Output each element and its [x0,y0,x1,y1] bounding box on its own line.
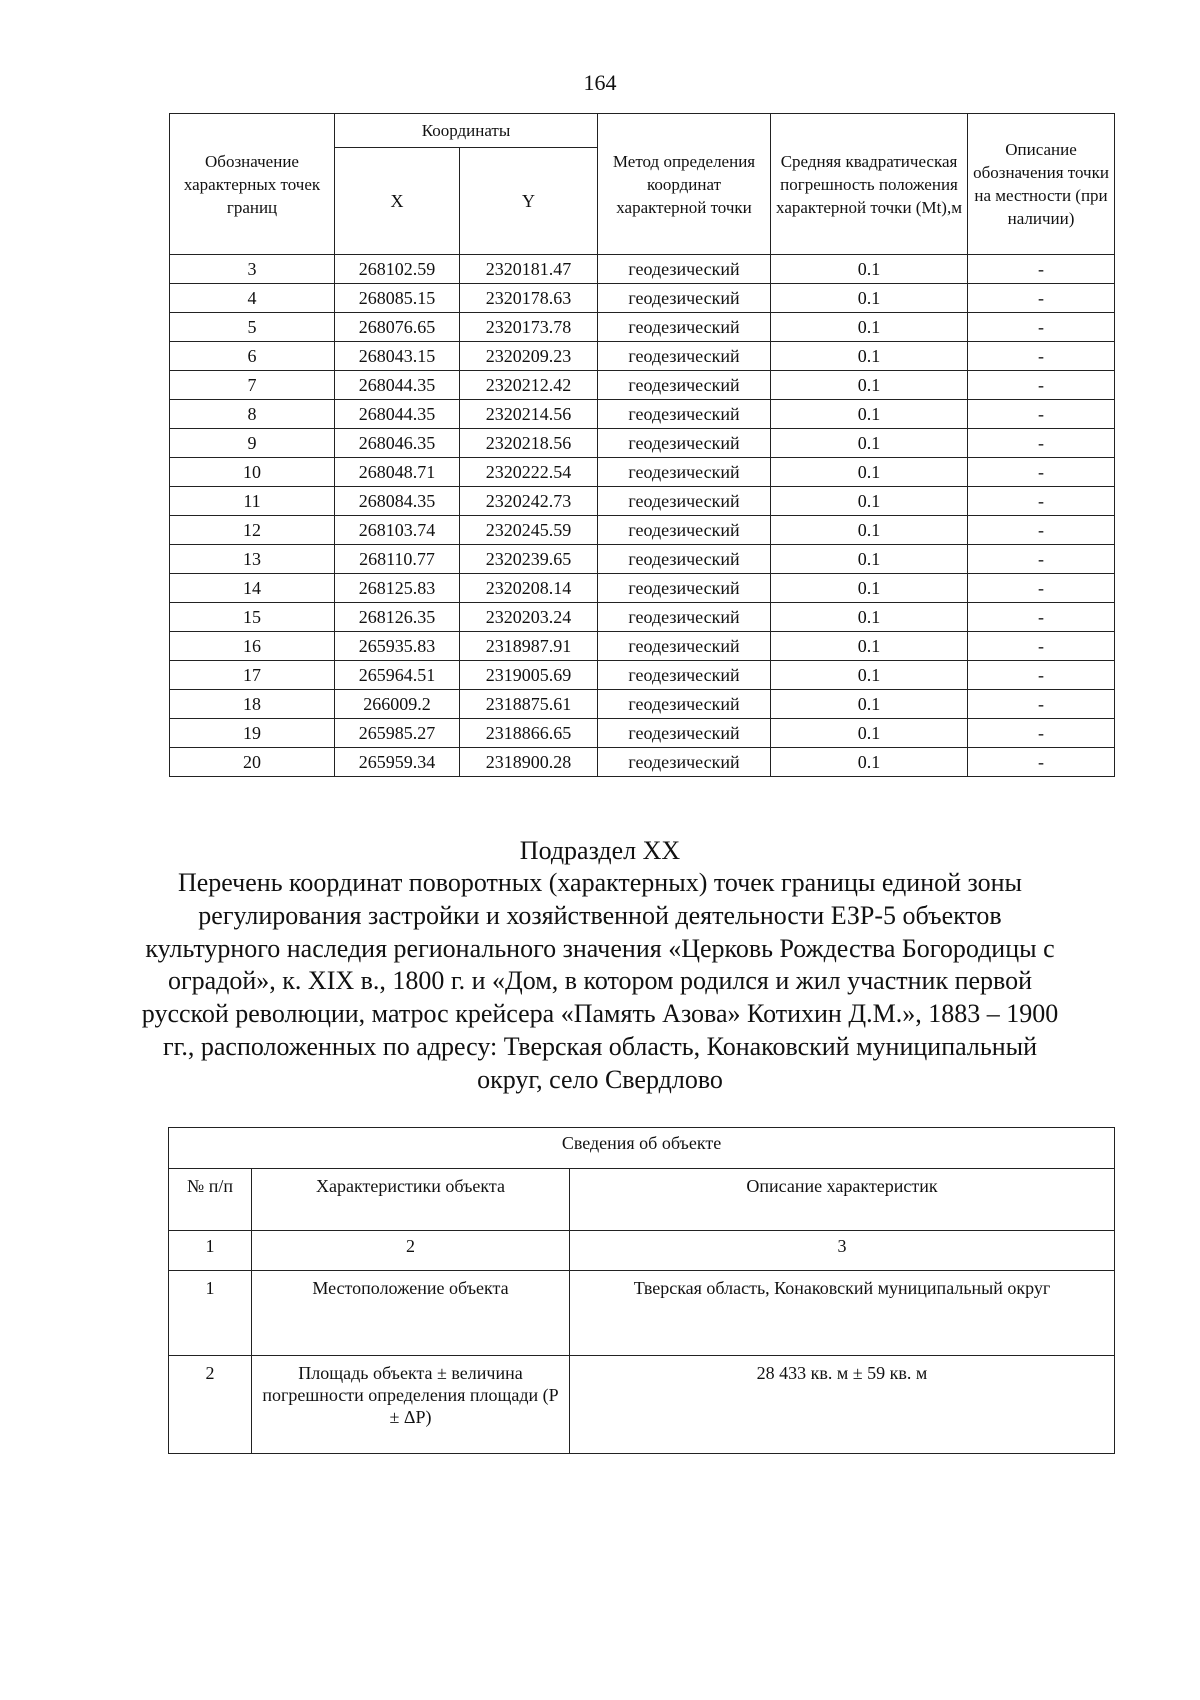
cell-point: 5 [170,313,335,342]
cell-y: 2318866.65 [460,719,598,748]
cell-description: - [968,313,1115,342]
subsection-title: Перечень координат поворотных (характерных) точек границы единой зоны регулирования застройки и хозяйственной деятельности ЕЗР-5 объектов культурного наследия регионального значения «Церковь Рождества Богородицы с оградой», к. XIX в., 1800 г. и «Дом, в котором родился и жил участник первой русской революции, матрос крейсера «Память Азова» Котихин Д.М.», 1883 – 1900 гг., расположенных по адресу: Тверская область, Конаковский муниципальный округ, село Свердлово [141,868,1059,1094]
cell-x: 268126.35 [335,603,460,632]
header-characteristic-description: Описание характеристик [570,1169,1115,1231]
cell-point: 13 [170,545,335,574]
table-row [169,1271,1115,1356]
table-row [170,313,1115,342]
cell-y: 2318987.91 [460,632,598,661]
cell-x: 265935.83 [335,632,460,661]
cell-point: 16 [170,632,335,661]
cell-point: 15 [170,603,335,632]
page-number: 164 [583,70,617,95]
cell-method: геодезический [598,313,771,342]
cell-method: геодезический [598,284,771,313]
cell-error: 0.1 [771,545,968,574]
cell-error: 0.1 [771,255,968,284]
header-y: Y [460,148,598,255]
cell-error: 0.1 [771,574,968,603]
subsection-heading: Подраздел XX [519,836,681,865]
cell-description: - [968,429,1115,458]
header-coordinates: Координаты [335,114,598,148]
cell-description: - [968,516,1115,545]
table-row [170,487,1115,516]
cell-method: геодезический [598,458,771,487]
cell-y: 2320212.42 [460,371,598,400]
cell-description: - [968,284,1115,313]
table-row [170,400,1115,429]
table-row [170,429,1115,458]
cell-description: - [968,574,1115,603]
cell-error: 0.1 [771,661,968,690]
row-num: 1 [169,1271,252,1356]
table-row [170,632,1115,661]
cell-method: геодезический [598,603,771,632]
table-row [170,603,1115,632]
cell-point: 11 [170,487,335,516]
cell-y: 2320218.56 [460,429,598,458]
cell-y: 2320178.63 [460,284,598,313]
cell-description: - [968,458,1115,487]
cell-error: 0.1 [771,487,968,516]
cell-error: 0.1 [771,458,968,487]
cell-method: геодезический [598,574,771,603]
cell-error: 0.1 [771,690,968,719]
header-num: № п/п [169,1169,252,1231]
cell-point: 18 [170,690,335,719]
cell-method: геодезический [598,255,771,284]
coordinates-table [169,113,1115,777]
cell-description: - [968,661,1115,690]
cell-x: 268125.83 [335,574,460,603]
header-mean-error: Средняя квадратическая погрешность положения характерной точки (Mt),м [771,114,968,255]
cell-y: 2318875.61 [460,690,598,719]
table-row [170,371,1115,400]
cell-error: 0.1 [771,429,968,458]
cell-description: - [968,255,1115,284]
cell-error: 0.1 [771,371,968,400]
row-description: Тверская область, Конаковский муниципальный округ [570,1271,1115,1356]
table-row [169,1356,1115,1454]
cell-method: геодезический [598,400,771,429]
cell-description: - [968,632,1115,661]
header-method: Метод определения координат характерной точки [598,114,771,255]
object-info-title: Сведения об объекте [169,1128,1115,1169]
cell-error: 0.1 [771,284,968,313]
cell-y: 2320181.47 [460,255,598,284]
cell-point: 4 [170,284,335,313]
cell-x: 268084.35 [335,487,460,516]
cell-point: 6 [170,342,335,371]
header-point-designation: Обозначение характерных точек границ [170,114,335,255]
cell-method: геодезический [598,719,771,748]
cell-point: 12 [170,516,335,545]
coordinates-table-body [170,255,1115,777]
cell-y: 2318900.28 [460,748,598,777]
table-row [170,574,1115,603]
column-number: 2 [252,1231,570,1271]
cell-x: 266009.2 [335,690,460,719]
row-characteristic: Площадь объекта ± величина погрешности определения площади (P ± ΔP) [252,1356,570,1454]
table-row [170,719,1115,748]
table-row [170,458,1115,487]
cell-description: - [968,690,1115,719]
cell-method: геодезический [598,429,771,458]
cell-description: - [968,342,1115,371]
object-info-table [168,1127,1115,1454]
cell-description: - [968,487,1115,516]
column-number: 3 [570,1231,1115,1271]
table-row [170,748,1115,777]
cell-x: 268076.65 [335,313,460,342]
table-row [170,255,1115,284]
cell-y: 2320239.65 [460,545,598,574]
cell-x: 268044.35 [335,400,460,429]
cell-error: 0.1 [771,603,968,632]
row-characteristic: Местоположение объекта [252,1271,570,1356]
cell-y: 2320245.59 [460,516,598,545]
cell-x: 268048.71 [335,458,460,487]
header-x: X [335,148,460,255]
header-description: Описание обозначения точки на местности (при наличии) [968,114,1115,255]
cell-y: 2320214.56 [460,400,598,429]
header-characteristic: Характеристики объекта [252,1169,570,1231]
table-row [170,661,1115,690]
coordinates-table-header [170,114,1115,255]
cell-point: 3 [170,255,335,284]
cell-method: геодезический [598,342,771,371]
cell-description: - [968,400,1115,429]
cell-description: - [968,748,1115,777]
table-row [170,690,1115,719]
cell-x: 268085.15 [335,284,460,313]
cell-point: 8 [170,400,335,429]
column-number: 1 [169,1231,252,1271]
cell-y: 2320203.24 [460,603,598,632]
cell-x: 268102.59 [335,255,460,284]
cell-error: 0.1 [771,719,968,748]
cell-y: 2320209.23 [460,342,598,371]
cell-description: - [968,603,1115,632]
cell-method: геодезический [598,487,771,516]
cell-description: - [968,719,1115,748]
cell-error: 0.1 [771,400,968,429]
row-description: 28 433 кв. м ± 59 кв. м [570,1356,1115,1454]
cell-y: 2320242.73 [460,487,598,516]
cell-y: 2320208.14 [460,574,598,603]
cell-point: 17 [170,661,335,690]
cell-method: геодезический [598,748,771,777]
cell-point: 14 [170,574,335,603]
cell-point: 19 [170,719,335,748]
cell-point: 7 [170,371,335,400]
table-row [170,516,1115,545]
cell-method: геодезический [598,632,771,661]
cell-error: 0.1 [771,516,968,545]
cell-method: геодезический [598,690,771,719]
cell-x: 265959.34 [335,748,460,777]
cell-error: 0.1 [771,342,968,371]
cell-error: 0.1 [771,632,968,661]
cell-x: 268103.74 [335,516,460,545]
cell-point: 10 [170,458,335,487]
cell-y: 2320222.54 [460,458,598,487]
cell-point: 20 [170,748,335,777]
cell-description: - [968,545,1115,574]
cell-point: 9 [170,429,335,458]
cell-x: 265985.27 [335,719,460,748]
cell-x: 268110.77 [335,545,460,574]
cell-method: геодезический [598,371,771,400]
cell-y: 2319005.69 [460,661,598,690]
cell-x: 265964.51 [335,661,460,690]
row-num: 2 [169,1356,252,1454]
cell-error: 0.1 [771,748,968,777]
table-row [170,342,1115,371]
cell-y: 2320173.78 [460,313,598,342]
table-row [170,284,1115,313]
table-row [170,545,1115,574]
cell-description: - [968,371,1115,400]
cell-method: геодезический [598,661,771,690]
cell-method: геодезический [598,545,771,574]
cell-x: 268046.35 [335,429,460,458]
cell-x: 268044.35 [335,371,460,400]
cell-error: 0.1 [771,313,968,342]
cell-x: 268043.15 [335,342,460,371]
cell-method: геодезический [598,516,771,545]
